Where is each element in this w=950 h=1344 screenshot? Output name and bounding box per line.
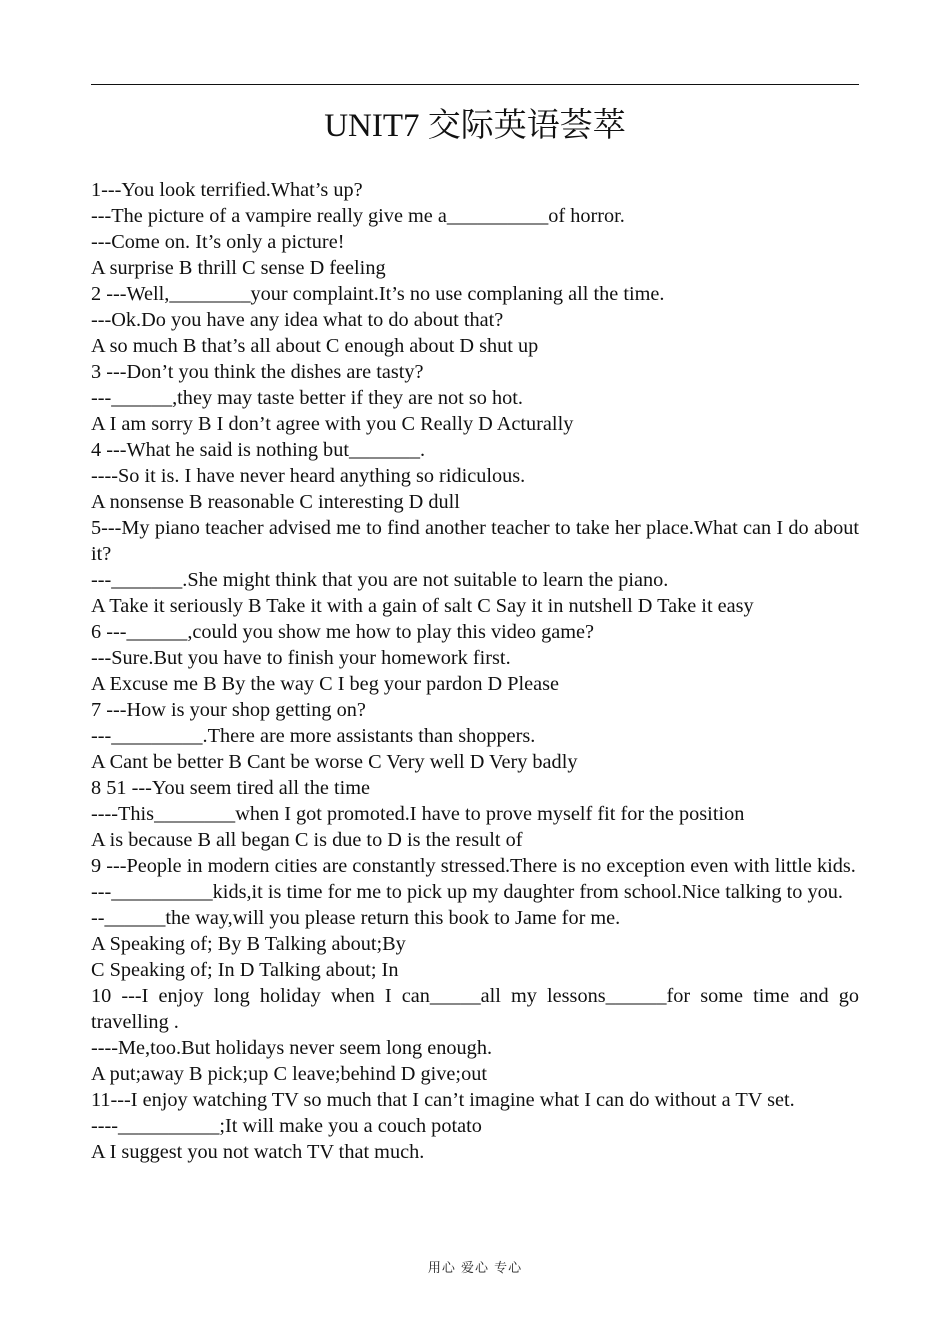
text-line: 6 ---______,could you show me how to play this video game? (91, 621, 595, 643)
text-line: A nonsense B reasonable C interesting D dull (91, 491, 460, 513)
text-line: A Cant be better B Cant be worse C Very well D Very badly (91, 751, 578, 773)
text-line: ---The picture of a vampire really give me a__________of horror. (91, 205, 625, 227)
text-line: A Take it seriously B Take it with a gain of salt C Say it in nutshell D Take it easy (91, 595, 754, 617)
text-line: 1---You look terrified.What’s up? (91, 179, 363, 201)
text-line: ---______,they may taste better if they are not so hot. (91, 387, 523, 409)
text-line: ---__________kids,it is time for me to pick up my daughter from school.Nice talking to you. (91, 881, 843, 903)
text-line: A is because B all began C is due to D is the result of (91, 829, 523, 851)
text-line: A Speaking of; By B Talking about;By (91, 933, 406, 955)
text-line: ---_________.There are more assistants than shoppers. (91, 725, 536, 747)
text-line: ----Me,too.But holidays never seem long enough. (91, 1037, 493, 1059)
text-line: 8 51 ---You seem tired all the time (91, 777, 371, 799)
text-line: --______the way,will you please return this book to Jame for me. (91, 907, 621, 929)
text-line: A so much B that’s all about C enough about D shut up (91, 335, 539, 357)
text-line: A surprise B thrill C sense D feeling (91, 257, 386, 279)
page-title: UNIT7 交际英语荟萃 (324, 108, 626, 144)
text-line: A I am sorry B I don’t agree with you C Really D Acturally (91, 413, 574, 435)
text-line: A Excuse me B By the way C I beg your pardon D Please (91, 673, 560, 695)
text-line: 7 ---How is your shop getting on? (91, 699, 366, 721)
text-line: 3 ---Don’t you think the dishes are tasty? (91, 361, 424, 383)
text-line: 10 ---I enjoy long holiday when I can_____all my lessons______for some time and go travelling . (91, 985, 859, 1033)
text-line: ----So it is. I have never heard anything so ridiculous. (91, 465, 526, 487)
page-footer: 用心 爱心 专心 (427, 1261, 523, 1276)
text-line: A I suggest you not watch TV that much. (91, 1141, 425, 1163)
text-line: 5---My piano teacher advised me to find another teacher to take her place.What can I do about it? (91, 517, 859, 565)
text-line: ---_______.She might think that you are not suitable to learn the piano. (91, 569, 669, 591)
text-line: ----This________when I got promoted.I have to prove myself fit for the position (91, 803, 745, 825)
text-line: 2 ---Well,________your complaint.It’s no use complaning all the time. (91, 283, 665, 305)
text-line: ---Come on. It’s only a picture! (91, 231, 345, 253)
document-body (91, 177, 859, 1165)
text-line: C Speaking of; In D Talking about; In (91, 959, 399, 981)
text-line: 9 ---People in modern cities are constantly stressed.There is no exception even with little kids. (91, 855, 856, 877)
text-line: 11---I enjoy watching TV so much that I can’t imagine what I can do without a TV set. (91, 1089, 795, 1111)
text-line: ---Sure.But you have to finish your homework first. (91, 647, 511, 669)
text-line: 4 ---What he said is nothing but_______. (91, 439, 426, 461)
text-line: A put;away B pick;up C leave;behind D give;out (91, 1063, 487, 1085)
text-line: ---Ok.Do you have any idea what to do about that? (91, 309, 504, 331)
text-line: ----__________;It will make you a couch potato (91, 1115, 482, 1137)
header-rule (91, 84, 859, 85)
